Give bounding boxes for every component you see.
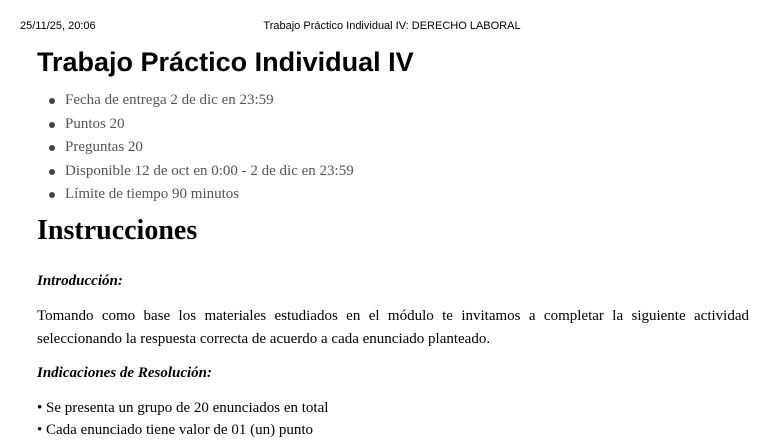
resolution-label: Indicaciones de Resolución: xyxy=(37,365,212,381)
print-document-title: Trabajo Práctico Individual IV: DERECHO LABORAL xyxy=(263,20,521,32)
resolution-item: • Cada enunciado tiene valor de 01 (un) punto xyxy=(37,422,313,438)
page-title: Trabajo Práctico Individual IV xyxy=(37,47,414,77)
print-header xyxy=(0,19,784,33)
instructions-heading: Instrucciones xyxy=(37,215,198,246)
quiz-details-list xyxy=(37,89,354,207)
availability-item: Disponible 12 de oct en 0:00 - 2 de dic en 23:59 xyxy=(37,160,354,184)
print-datetime: 25/11/25, 20:06 xyxy=(20,20,96,32)
resolution-item: • Se presenta un grupo de 20 enunciados en total xyxy=(37,400,329,416)
questions-item: Preguntas 20 xyxy=(37,136,354,160)
intro-label: Introducción: xyxy=(37,273,123,289)
points-item: Puntos 20 xyxy=(37,113,354,137)
intro-paragraph: Tomando como base los materiales estudiados en el módulo te invitamos a completar la siguiente actividad seleccionando la respuesta correcta de acuerdo a cada enunciado planteado. xyxy=(37,308,749,347)
resolution-list xyxy=(37,397,328,441)
due-date-item: Fecha de entrega 2 de dic en 23:59 xyxy=(37,89,354,113)
time-limit-item: Límite de tiempo 90 minutos xyxy=(37,183,354,207)
